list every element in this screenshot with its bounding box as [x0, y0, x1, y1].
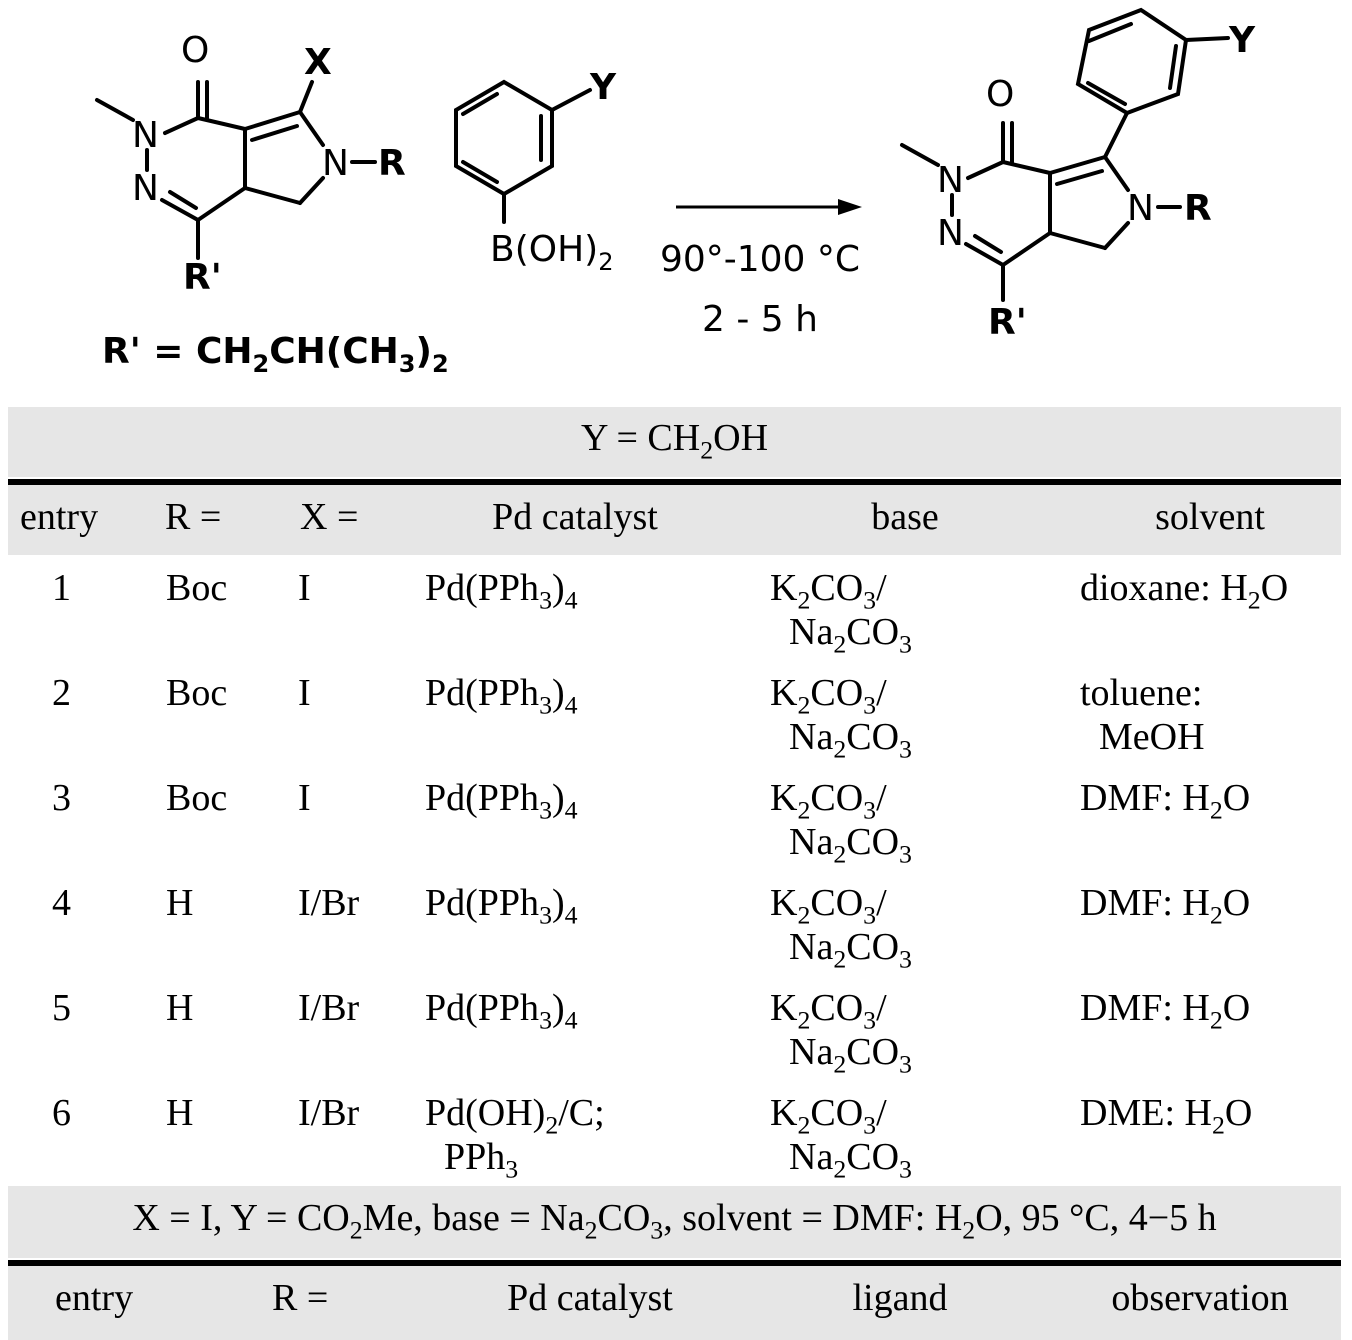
reactant-group-X: X — [304, 42, 332, 83]
reaction-arrow — [676, 199, 862, 215]
condition-time: 2 - 5 h — [702, 299, 818, 340]
table-row: 2 — [52, 672, 71, 714]
table2-header-ligand: ligand — [852, 1277, 948, 1319]
table1-header-solvent: solvent — [1155, 496, 1265, 538]
table1-cell-r: H — [166, 987, 194, 1029]
table1-cell-r: Boc — [166, 777, 228, 819]
table1-cell-solvent: DMF: $H_2O$ — [1080, 987, 1251, 1035]
table1-cell-r: Boc — [166, 567, 228, 609]
reactant-group-Rprime: R' — [183, 257, 222, 298]
table1-cell-base: $K_2CO_3/$ $Na_2CO_3$ — [770, 672, 912, 764]
product-atom-N3: N — [1127, 188, 1154, 229]
table2-header-catalyst: Pd catalyst — [507, 1277, 673, 1319]
table1-cell-base: $K_2CO_3/$ $Na_2CO_3$ — [770, 777, 912, 869]
table1-title: $Y = CH_2OH$ — [580, 417, 769, 465]
product-atom-N1: N — [937, 160, 964, 201]
boronic-acid-label: $B(OH)_2$ — [490, 229, 614, 276]
table-row: 6 — [52, 1092, 71, 1134]
boronic-acid-structure — [456, 82, 590, 222]
table1-cell-catalyst: $Pd(OH)_2/C$; PPh$_3$ — [425, 1092, 605, 1184]
table1-header-r: R = — [165, 496, 222, 538]
reactant-group-R: R — [378, 143, 406, 184]
table1-cell-base: $K_2CO_3/$ $Na_2CO_3$ — [770, 987, 912, 1079]
table2-title: X = I, $Y = CO_2Me$, base = $Na_2CO_3$, solvent = DMF: $H_2O$, 95 °C, 4−5 h — [132, 1197, 1217, 1245]
table-row: 4 — [52, 882, 71, 924]
reactant-atom-N1: N — [132, 115, 159, 156]
product-group-R: R — [1184, 188, 1212, 229]
product-group-Y: Y — [1229, 20, 1256, 61]
table-row: 5 — [52, 987, 71, 1029]
table1-cell-catalyst: $Pd(PPh_3)_4$ — [425, 567, 578, 615]
table1-cell-x: I — [298, 777, 311, 819]
table1-cell-x: I/Br — [298, 882, 360, 924]
table1-cell-solvent: dioxane: $H_2O$ — [1080, 567, 1289, 615]
table-row: 1 — [52, 567, 71, 609]
table1-cell-base: $K_2CO_3/$ $Na_2CO_3$ — [770, 1092, 912, 1184]
table1-header-base: base — [871, 496, 939, 538]
product-atom-N2: N — [937, 213, 964, 254]
table1-cell-catalyst: $Pd(PPh_3)_4$ — [425, 882, 578, 930]
table1-cell-x: I/Br — [298, 1092, 360, 1134]
reaction-scheme — [0, 0, 1352, 400]
table1-cell-x: I — [298, 567, 311, 609]
reactant-atom-N3: N — [322, 143, 349, 184]
table2-header-entry: entry — [55, 1277, 134, 1319]
table1-cell-x: I — [298, 672, 311, 714]
rprime-definition: $R' = CH_2CH(CH_3)_2$ — [102, 331, 449, 378]
table2-header-observation: observation — [1111, 1277, 1289, 1319]
table1-cell-r: H — [166, 1092, 194, 1134]
reactant-atom-O: O — [181, 30, 210, 71]
table1-cell-base: $K_2CO_3/$ $Na_2CO_3$ — [770, 567, 912, 659]
table1-cell-base: $K_2CO_3/$ $Na_2CO_3$ — [770, 882, 912, 974]
table1-cell-solvent: DMF: $H_2O$ — [1080, 777, 1251, 825]
table1-header-x: X = — [300, 496, 359, 538]
table1-cell-solvent: DME: $H_2O$ — [1080, 1092, 1253, 1140]
product-atom-O: O — [986, 74, 1015, 115]
table-row: 3 — [52, 777, 71, 819]
table1-cell-catalyst: $Pd(PPh_3)_4$ — [425, 672, 578, 720]
table1-cell-r: H — [166, 882, 194, 924]
product-group-Rprime: R' — [988, 302, 1027, 343]
boronic-group-Y: Y — [590, 67, 617, 108]
table1-cell-catalyst: $Pd(PPh_3)_4$ — [425, 777, 578, 825]
table1-cell-solvent: DMF: $H_2O$ — [1080, 882, 1251, 930]
table1-cell-x: I/Br — [298, 987, 360, 1029]
reactant-atom-N2: N — [132, 168, 159, 209]
table1-cell-catalyst: $Pd(PPh_3)_4$ — [425, 987, 578, 1035]
condition-temperature: 90°-100 °C — [659, 239, 861, 280]
product-structure — [902, 10, 1228, 300]
table1-header-entry: entry — [20, 496, 99, 538]
table1-header-catalyst: Pd catalyst — [492, 496, 658, 538]
table2-header-r: R = — [272, 1277, 329, 1319]
table1-cell-r: Boc — [166, 672, 228, 714]
table1-cell-solvent: toluene: MeOH — [1080, 672, 1205, 758]
